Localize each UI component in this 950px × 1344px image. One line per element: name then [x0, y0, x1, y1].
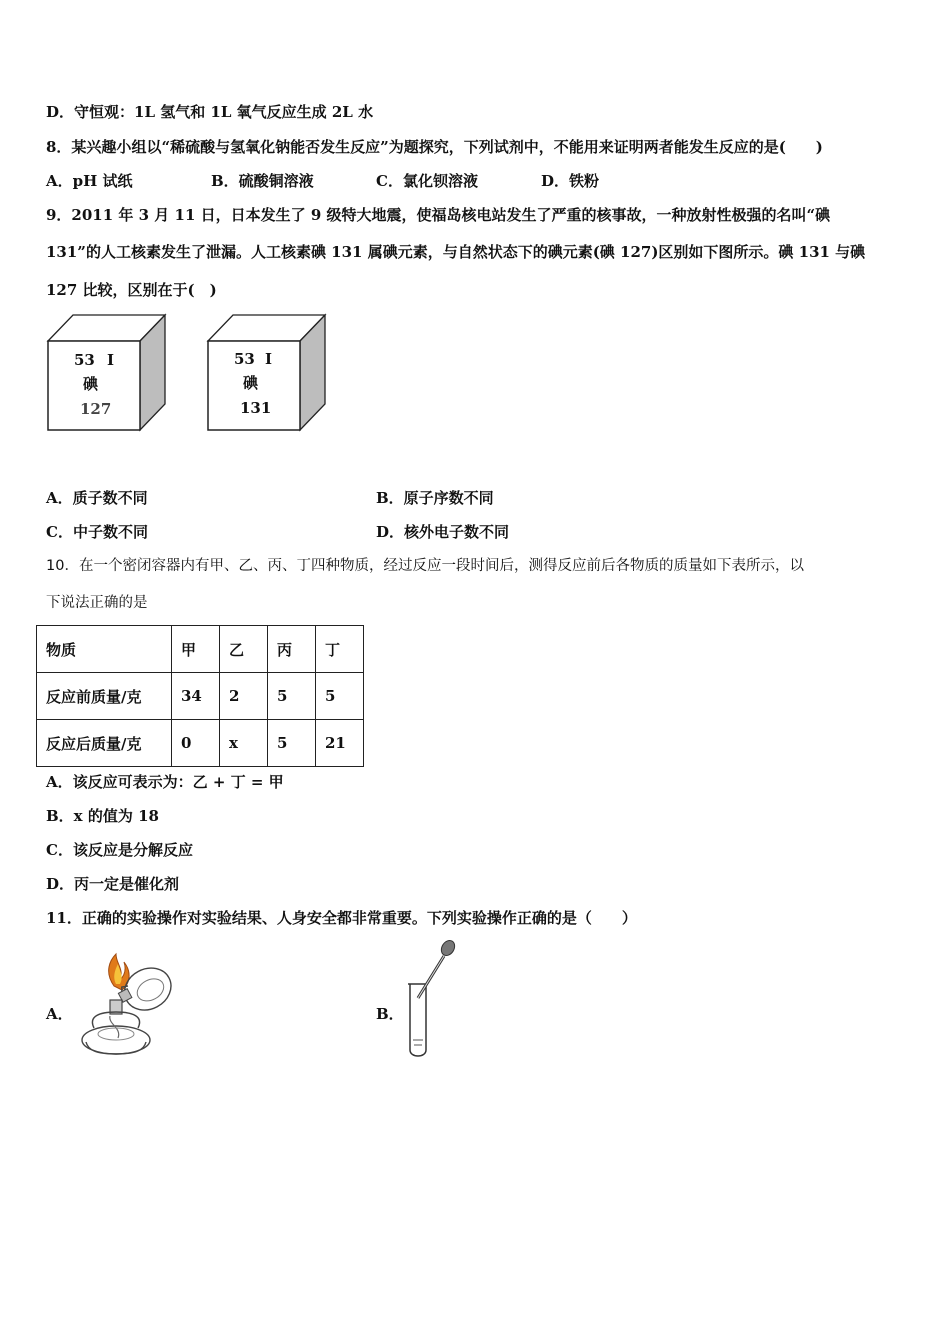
- table-cell: 反应后质量/克: [37, 720, 172, 767]
- q8-option-d: D．铁粉: [541, 172, 600, 190]
- table-header-cell: 乙: [220, 626, 268, 673]
- cube2-element-name: 碘: [243, 374, 259, 392]
- q11-option-a-label: A．: [46, 1005, 73, 1023]
- table-row: [37, 720, 364, 767]
- mass-table: [36, 625, 364, 767]
- cube1-element-name: 碘: [83, 375, 99, 393]
- table-cell: 21: [316, 720, 364, 767]
- q10-stem-line1: 10．在一个密闭容器内有甲、乙、丙、丁四种物质，经过反应一段时间后，测得反应前后各物质的质量如下表所示，以: [46, 558, 804, 574]
- table-cell: 5: [316, 673, 364, 720]
- q9-option-a: A．质子数不同: [46, 489, 148, 507]
- table-cell: x: [220, 720, 268, 767]
- q8-option-c: C．氯化钡溶液: [376, 172, 478, 190]
- q9-stem-line1: 9．2011 年 3 月 11 日，日本发生了 9 级特大地震，使福岛核电站发生了严重的核事故，一种放射性极强的名叫“碘: [46, 206, 831, 224]
- table-header-cell: 物质: [37, 626, 172, 673]
- q8-stem: 8．某兴趣小组以“稀硫酸与氢氧化钠能否发生反应”为题探究，下列试剂中，不能用来证明两者能发生反应的是( ): [46, 138, 823, 156]
- dropper-test-tube-illustration: [404, 938, 464, 1062]
- cube1-symbol: I: [107, 351, 115, 369]
- table-cell: 反应前质量/克: [37, 673, 172, 720]
- q8-option-a: A．pH 试纸: [46, 172, 133, 190]
- q11-stem: 11．正确的实验操作对实验结果、人身安全都非常重要。下列实验操作正确的是（ ）: [46, 909, 637, 927]
- q10-option-c: C．该反应是分解反应: [46, 841, 193, 859]
- q9-stem-line2: 131”的人工核素发生了泄漏。人工核素碘 131 属碘元素，与自然状态下的碘元素(碘 127)区别如下图所示。碘 131 与碘: [46, 243, 866, 261]
- alcohol-lamp-illustration: [74, 950, 178, 1060]
- q10-option-d: D．丙一定是催化剂: [46, 875, 180, 893]
- q9-option-b: B．原子序数不同: [376, 489, 494, 507]
- q9-option-c: C．中子数不同: [46, 523, 148, 541]
- q9-stem-line3: 127 比较，区别在于( ): [46, 281, 217, 299]
- table-header-cell: 甲: [172, 626, 220, 673]
- q10-option-b: B．x 的值为 18: [46, 807, 159, 825]
- cube2-symbol: I: [265, 350, 273, 368]
- cube1-atomic-number: 53: [74, 351, 95, 369]
- q8-option-b: B．硫酸铜溶液: [211, 172, 314, 190]
- q10-option-a: A．该反应可表示为：乙 + 丁 = 甲: [46, 773, 284, 791]
- table-row: [37, 673, 364, 720]
- q11-option-b-label: B．: [376, 1005, 404, 1023]
- table-cell: 5: [268, 720, 316, 767]
- cube1-mass-number: 127: [80, 400, 112, 418]
- cube2-mass-number: 131: [240, 399, 272, 417]
- q7-option-d: D．守恒观：1L 氢气和 1L 氧气反应生成 2L 水: [46, 103, 374, 121]
- cube2-atomic-number: 53: [234, 350, 255, 368]
- q9-option-d: D．核外电子数不同: [376, 523, 510, 541]
- table-header-cell: 丙: [268, 626, 316, 673]
- table-header-cell: 丁: [316, 626, 364, 673]
- q10-stem-line2: 下说法正确的是: [46, 595, 148, 611]
- table-cell: 34: [172, 673, 220, 720]
- table-header-row: [37, 626, 364, 673]
- table-cell: 2: [220, 673, 268, 720]
- table-cell: 0: [172, 720, 220, 767]
- table-cell: 5: [268, 673, 316, 720]
